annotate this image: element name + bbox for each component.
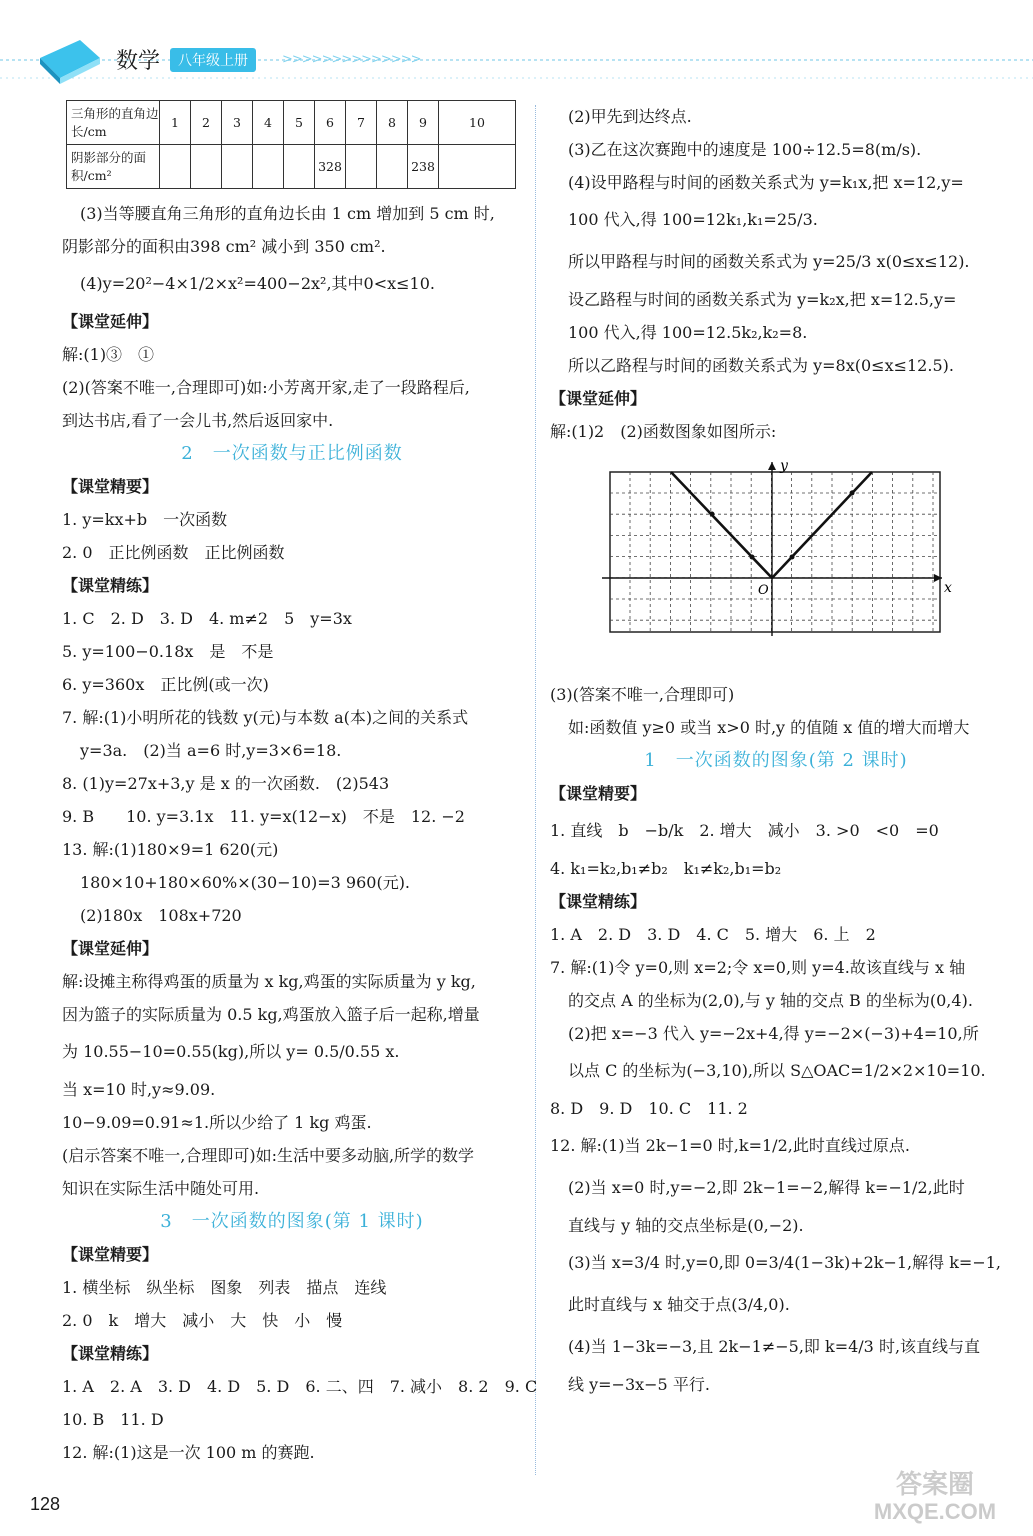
text-line: 100 代入,得 100=12k₁,k₁=25/3.	[568, 210, 818, 229]
table-cell	[284, 145, 315, 189]
text-line: 为 10.55−10=0.55(kg),所以 y= 0.5/0.55 x.	[62, 1042, 400, 1061]
table-cell: 7	[346, 101, 377, 145]
left-column	[62, 100, 538, 1469]
right-text-lines-bottom	[550, 678, 1002, 1401]
section-heading: 【课堂延伸】	[550, 389, 647, 408]
origin-label: O	[758, 583, 769, 598]
text-line: (2)甲先到达终点.	[568, 107, 692, 126]
section-heading: 【课堂精要】	[550, 784, 647, 803]
text-line: (2)(答案不唯一,合理即可)如:小芳离开家,走了一段路程后,	[62, 378, 470, 397]
text-line: 7. 解:(1)令 y=0,则 x=2;令 x=0,则 y=4.故该直线与 x 轴	[550, 958, 966, 977]
text-line: 线 y=−3x−5 平行.	[568, 1375, 710, 1394]
text-line: (4)当 1−3k=−3,且 2k−1≠−5,即 k=4/3 时,该直线与直	[568, 1337, 981, 1356]
section-heading: 【课堂精要】	[62, 1245, 159, 1264]
text-line: (3)当等腰直角三角形的直角边长由 1 cm 增加到 5 cm 时,	[80, 204, 495, 223]
table-cell: 8	[377, 101, 408, 145]
watermark-line: MXQE.COM	[873, 1499, 997, 1524]
text-line: 2. 0 正比例函数 正比例函数	[62, 543, 285, 562]
text-line: (3)当 x=3/4 时,y=0,即 0=3/4(1−3k)+2k−1,解得 k=−1,	[568, 1253, 1001, 1272]
text-line: (2)180x 108x+720	[80, 906, 242, 925]
text-line: 1. 横坐标 纵坐标 图象 列表 描点 连线	[62, 1278, 387, 1297]
text-line: 所以甲路程与时间的函数关系式为 y=25/3 x(0≤x≤12).	[568, 252, 970, 271]
text-line: (3)乙在这次赛跑中的速度是 100÷12.5=8(m/s).	[568, 140, 922, 159]
text-line: 9. B 10. y=3.1x 11. y=x(12−x) 不是 12. −2	[62, 807, 465, 826]
text-line: 13. 解:(1)180×9=1 620(元)	[62, 840, 279, 859]
graph-grid	[610, 472, 940, 632]
graph-svg	[550, 454, 1002, 674]
text-line: 因为篮子的实际质量为 0.5 kg,鸡蛋放入篮子后一起称,增量	[62, 1005, 480, 1024]
text-line: 解:设摊主称得鸡蛋的质量为 x kg,鸡蛋的实际质量为 y kg,	[62, 972, 476, 991]
right-column	[550, 100, 1002, 1401]
text-line: 10−9.09=0.91≈1.所以少给了 1 kg 鸡蛋.	[62, 1113, 372, 1132]
page-header	[0, 0, 1033, 92]
text-line: 1. A 2. A 3. D 4. D 5. D 6. 二、四 7. 减小 8. 2 9. C	[62, 1377, 538, 1396]
table-cell	[222, 145, 253, 189]
section-heading: 【课堂延伸】	[62, 939, 159, 958]
table-cell: 5	[284, 101, 315, 145]
graph-point	[790, 555, 795, 560]
x-axis-arrow	[934, 574, 942, 582]
text-line: 1. y=kx+b 一次函数	[62, 510, 228, 529]
text-line: 解:(1)2 (2)函数图象如图所示:	[550, 422, 777, 441]
table-row	[67, 145, 516, 189]
text-line: 1. 直线 b −b/k 2. 增大 减小 3. >0 <0 =0	[550, 821, 939, 840]
text-line: y=3a. (2)当 a=6 时,y=3×6=18.	[80, 741, 342, 760]
text-line: 12. 解:(1)这是一次 100 m 的赛跑.	[62, 1443, 315, 1462]
watermark	[850, 1470, 1020, 1530]
text-line: 180×10+180×60%×(30−10)=3 960(元).	[80, 873, 411, 892]
table-cell: 2	[191, 101, 222, 145]
text-line: (2)把 x=−3 代入 y=−2x+4,得 y=−2×(−3)+4=10,所	[568, 1024, 979, 1043]
text-line: 设乙路程与时间的函数关系式为 y=k₂x,把 x=12.5,y=	[568, 290, 957, 309]
section-heading: 【课堂精练】	[62, 1344, 159, 1363]
text-line: 解:(1)③ ①	[62, 345, 155, 364]
table-cell	[439, 145, 516, 189]
right-text-lines-top	[550, 100, 1002, 448]
table-cell: 3	[222, 101, 253, 145]
column-divider	[535, 105, 536, 1475]
table-cell	[191, 145, 222, 189]
table-cell: 1	[160, 101, 191, 145]
table-cell: 6	[315, 101, 346, 145]
function-graph	[550, 454, 1002, 674]
table-cell	[253, 145, 284, 189]
book-icon	[40, 40, 100, 84]
text-line: 此时直线与 x 轴交于点(3/4,0).	[568, 1295, 790, 1314]
text-line: 4. k₁=k₂,b₁≠b₂ k₁≠k₂,b₁=b₂	[550, 859, 782, 878]
watermark-line: 答案圈	[895, 1469, 974, 1499]
y-axis-label: y	[780, 458, 788, 474]
text-line: 7. 解:(1)小明所花的钱数 y(元)与本数 a(本)之间的关系式	[62, 708, 469, 727]
text-line: 10. B 11. D	[62, 1410, 164, 1429]
lesson-title: 2 一次函数与正比例函数	[181, 443, 403, 464]
table-cell	[160, 145, 191, 189]
table-cell	[346, 145, 377, 189]
grade-badge: 八年级上册	[170, 48, 256, 72]
text-line: 的交点 A 的坐标为(2,0),与 y 轴的交点 B 的坐标为(0,4).	[568, 991, 973, 1010]
data-table	[66, 100, 516, 189]
section-heading: 【课堂延伸】	[62, 312, 159, 331]
graph-point	[710, 512, 715, 517]
graph-frame	[610, 472, 940, 632]
table-cell: 10	[439, 101, 516, 145]
text-line: 100 代入,得 100=12.5k₂,k₂=8.	[568, 323, 808, 342]
y-axis-arrow	[768, 462, 776, 470]
x-axis-label: x	[944, 580, 952, 596]
table-cell: 4	[253, 101, 284, 145]
text-line: 6. y=360x 正比例(或一次)	[62, 675, 269, 694]
text-line: 2. 0 k 增大 减小 大 快 小 慢	[62, 1311, 343, 1330]
graph-point	[750, 555, 755, 560]
graph-point	[850, 491, 855, 496]
text-line: (4)设甲路程与时间的函数关系式为 y=k₁x,把 x=12,y=	[568, 173, 964, 192]
text-line: 如:函数值 y≥0 或当 x>0 时,y 的值随 x 值的增大而增大	[568, 718, 970, 737]
table-row	[67, 101, 516, 145]
subject-title: 数学	[116, 49, 161, 74]
text-line: 以点 C 的坐标为(−3,10),所以 S△OAC=1/2×2×10=10.	[568, 1061, 986, 1080]
text-line: 所以乙路程与时间的函数关系式为 y=8x(0≤x≤12.5).	[568, 356, 954, 375]
section-heading: 【课堂精练】	[550, 892, 647, 911]
lesson-title: 3 一次函数的图象(第 1 课时)	[160, 1211, 424, 1232]
section-heading: 【课堂精练】	[62, 576, 159, 595]
text-line: (4)y=20²−4×1/2×x²=400−2x²,其中0<x≤10.	[80, 274, 435, 293]
table-row-header: 三角形的直角边长/cm	[67, 101, 160, 145]
text-line: 当 x=10 时,y≈9.09.	[62, 1080, 216, 1099]
text-line: 到达书店,看了一会儿书,然后返回家中.	[62, 411, 334, 430]
table-cell: 328	[315, 145, 346, 189]
text-line: (2)当 x=0 时,y=−2,即 2k−1=−2,解得 k=−1/2,此时	[568, 1178, 965, 1197]
lesson-title: 1 一次函数的图象(第 2 课时)	[644, 750, 908, 771]
left-text-lines	[62, 197, 538, 1469]
table-cell	[377, 145, 408, 189]
text-line: 5. y=100−0.18x 是 不是	[62, 642, 274, 661]
text-line: (启示答案不唯一,合理即可)如:生活中要多动脑,所学的数学	[62, 1146, 475, 1165]
text-line: 12. 解:(1)当 2k−1=0 时,k=1/2,此时直线过原点.	[550, 1136, 910, 1155]
header-arrows: >>>>>>>>>>>>>>	[282, 52, 421, 67]
text-line: 直线与 y 轴的交点坐标是(0,−2).	[568, 1216, 804, 1235]
text-line: 1. A 2. D 3. D 4. C 5. 增大 6. 上 2	[550, 925, 876, 944]
page-number: 128	[30, 1494, 61, 1514]
text-line: (3)(答案不唯一,合理即可)	[550, 685, 735, 704]
text-line: 8. D 9. D 10. C 11. 2	[550, 1099, 748, 1118]
text-line: 知识在实际生活中随处可用.	[62, 1179, 260, 1198]
table-cell: 9	[408, 101, 439, 145]
text-line: 1. C 2. D 3. D 4. m≠2 5 y=3x	[62, 609, 352, 628]
text-line: 8. (1)y=27x+3,y 是 x 的一次函数. (2)543	[62, 774, 390, 793]
table-cell: 238	[408, 145, 439, 189]
section-heading: 【课堂精要】	[62, 477, 159, 496]
text-line: 阴影部分的面积由398 cm² 减小到 350 cm².	[62, 237, 386, 256]
table-row-header: 阴影部分的面积/cm²	[67, 145, 160, 189]
